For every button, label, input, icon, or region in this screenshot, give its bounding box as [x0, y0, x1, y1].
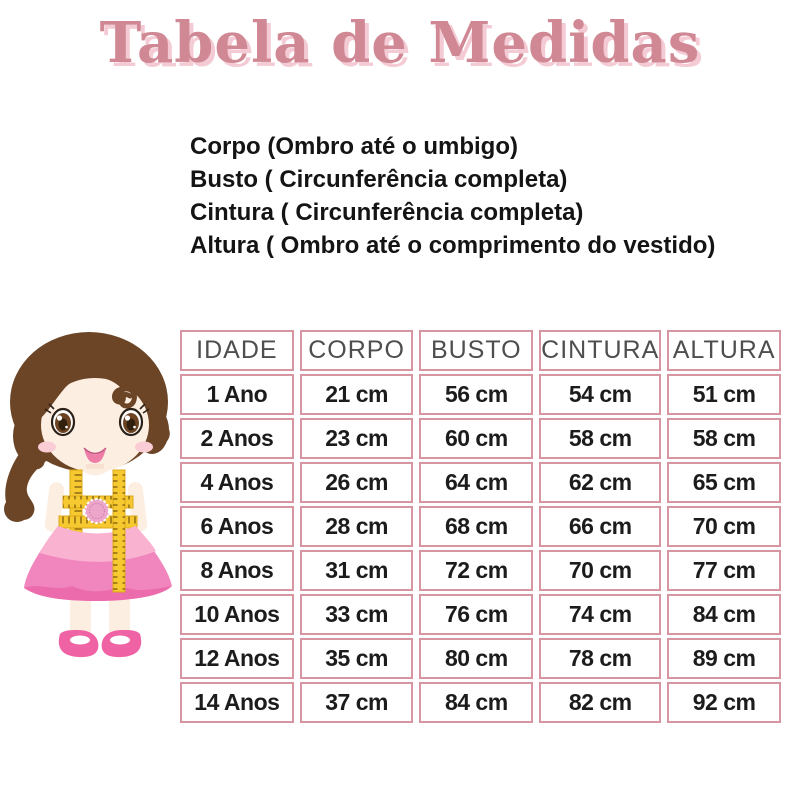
measurement-cell: 78 cm — [539, 638, 661, 679]
measurement-cell: 60 cm — [419, 418, 533, 459]
age-cell: 1 Ano — [180, 374, 294, 415]
measurement-cell: 89 cm — [667, 638, 781, 679]
column-header-busto: BUSTO — [419, 330, 533, 371]
measurement-cell: 58 cm — [667, 418, 781, 459]
measurement-cell: 82 cm — [539, 682, 661, 723]
measurement-cell: 74 cm — [539, 594, 661, 635]
measurement-cell: 51 cm — [667, 374, 781, 415]
age-cell: 8 Anos — [180, 550, 294, 591]
measurement-cell: 70 cm — [667, 506, 781, 547]
legend-line-cintura: Cintura ( Circunferência completa) — [190, 199, 584, 226]
age-cell: 4 Anos — [180, 462, 294, 503]
column-header-idade: IDADE — [180, 330, 294, 371]
girl-with-measuring-tape-illustration — [0, 310, 200, 730]
measurement-cell: 31 cm — [300, 550, 414, 591]
measurement-cell: 23 cm — [300, 418, 414, 459]
age-cell: 14 Anos — [180, 682, 294, 723]
page-title: Tabela de Medidas — [99, 10, 701, 76]
size-table — [180, 330, 781, 723]
measurement-cell: 54 cm — [539, 374, 661, 415]
column-header-cintura: CINTURA — [539, 330, 661, 371]
legend-line-corpo: Corpo (Ombro até o umbigo) — [190, 133, 518, 160]
column-header-corpo: CORPO — [300, 330, 414, 371]
measurement-cell: 72 cm — [419, 550, 533, 591]
measurement-legend — [190, 130, 790, 262]
measurement-cell: 70 cm — [539, 550, 661, 591]
measurement-cell: 76 cm — [419, 594, 533, 635]
measurement-cell: 56 cm — [419, 374, 533, 415]
measurement-cell: 58 cm — [539, 418, 661, 459]
measurement-cell: 62 cm — [539, 462, 661, 503]
measurement-cell: 80 cm — [419, 638, 533, 679]
measurement-cell: 33 cm — [300, 594, 414, 635]
measurement-cell: 37 cm — [300, 682, 414, 723]
measurement-cell: 65 cm — [667, 462, 781, 503]
age-cell: 12 Anos — [180, 638, 294, 679]
column-header-altura: ALTURA — [667, 330, 781, 371]
age-cell: 6 Anos — [180, 506, 294, 547]
age-cell: 2 Anos — [180, 418, 294, 459]
measurement-cell: 68 cm — [419, 506, 533, 547]
measurement-cell: 84 cm — [419, 682, 533, 723]
measurement-cell: 21 cm — [300, 374, 414, 415]
measurement-cell: 35 cm — [300, 638, 414, 679]
measurement-cell: 28 cm — [300, 506, 414, 547]
legend-line-altura: Altura ( Ombro até o comprimento do vestido) — [190, 232, 716, 259]
legend-line-busto: Busto ( Circunferência completa) — [190, 166, 568, 193]
measurement-cell: 84 cm — [667, 594, 781, 635]
measurement-cell: 66 cm — [539, 506, 661, 547]
age-cell: 10 Anos — [180, 594, 294, 635]
measurement-cell: 64 cm — [419, 462, 533, 503]
measurement-cell: 26 cm — [300, 462, 414, 503]
measurement-cell: 92 cm — [667, 682, 781, 723]
measurement-cell: 77 cm — [667, 550, 781, 591]
